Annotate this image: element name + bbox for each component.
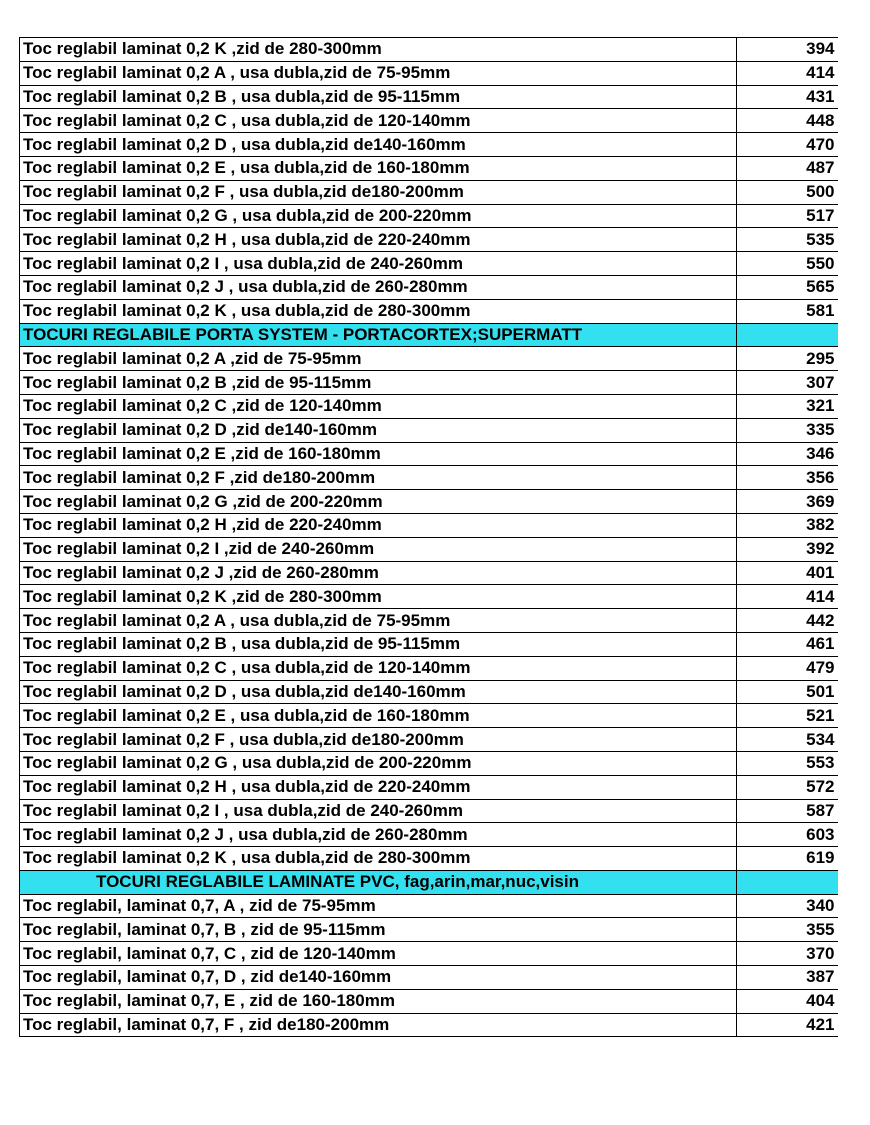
item-description: Toc reglabil laminat 0,2 K ,zid de 280-300mm: [20, 585, 737, 609]
item-price: 470: [737, 133, 838, 157]
item-description: Toc reglabil laminat 0,2 F , usa dubla,zid de180-200mm: [20, 728, 737, 752]
item-description: Toc reglabil laminat 0,2 J , usa dubla,zid de 260-280mm: [20, 823, 737, 847]
table-row: [20, 133, 838, 157]
item-price: 394: [737, 38, 838, 62]
price-list-table: [19, 37, 838, 1037]
item-description: Toc reglabil laminat 0,2 A , usa dubla,zid de 75-95mm: [20, 609, 737, 633]
item-description: Toc reglabil laminat 0,2 G , usa dubla,zid de 200-220mm: [20, 204, 737, 228]
table-row: [20, 1013, 838, 1037]
table-row: [20, 109, 838, 133]
item-price: 340: [737, 894, 838, 918]
item-price: 392: [737, 537, 838, 561]
table-row: [20, 966, 838, 990]
table-row: [20, 609, 838, 633]
table-row: [20, 894, 838, 918]
table-row: [20, 156, 838, 180]
item-description: Toc reglabil laminat 0,2 C , usa dubla,zid de 120-140mm: [20, 109, 737, 133]
item-price: 414: [737, 585, 838, 609]
item-description: Toc reglabil, laminat 0,7, F , zid de180-200mm: [20, 1013, 737, 1037]
table-row: [20, 204, 838, 228]
table-row: [20, 442, 838, 466]
table-row: [20, 585, 838, 609]
item-price: 414: [737, 61, 838, 85]
table-row: [20, 799, 838, 823]
table-row: [20, 680, 838, 704]
item-description: Toc reglabil, laminat 0,7, B , zid de 95-115mm: [20, 918, 737, 942]
table-row: [20, 918, 838, 942]
item-price: 572: [737, 775, 838, 799]
item-price: 431: [737, 85, 838, 109]
table-row: [20, 751, 838, 775]
section-title: TOCURI REGLABILE LAMINATE PVC, fag,arin,mar,nuc,visin: [20, 870, 737, 894]
item-price: 442: [737, 609, 838, 633]
table-row: [20, 275, 838, 299]
item-price: 487: [737, 156, 838, 180]
item-price: 479: [737, 656, 838, 680]
section-header-row: [20, 323, 838, 347]
table-row: [20, 728, 838, 752]
item-description: Toc reglabil laminat 0,2 C , usa dubla,zid de 120-140mm: [20, 656, 737, 680]
item-price: 335: [737, 418, 838, 442]
item-description: Toc reglabil laminat 0,2 J ,zid de 260-280mm: [20, 561, 737, 585]
item-description: Toc reglabil laminat 0,2 C ,zid de 120-140mm: [20, 394, 737, 418]
table-row: [20, 418, 838, 442]
item-price: 587: [737, 799, 838, 823]
table-row: [20, 394, 838, 418]
section-header-row: [20, 870, 838, 894]
table-row: [20, 299, 838, 323]
item-price: 448: [737, 109, 838, 133]
item-price: 356: [737, 466, 838, 490]
section-title: TOCURI REGLABILE PORTA SYSTEM - PORTACORTEX;SUPERMATT: [20, 323, 737, 347]
item-price: 534: [737, 728, 838, 752]
item-description: Toc reglabil laminat 0,2 E , usa dubla,zid de 160-180mm: [20, 156, 737, 180]
item-description: Toc reglabil laminat 0,2 H , usa dubla,zid de 220-240mm: [20, 775, 737, 799]
item-description: Toc reglabil, laminat 0,7, A , zid de 75-95mm: [20, 894, 737, 918]
item-price: 619: [737, 847, 838, 871]
item-price: 550: [737, 252, 838, 276]
table-row: [20, 347, 838, 371]
item-price: 369: [737, 490, 838, 514]
item-description: Toc reglabil laminat 0,2 D ,zid de140-160mm: [20, 418, 737, 442]
table-row: [20, 180, 838, 204]
table-row: [20, 85, 838, 109]
item-price: 355: [737, 918, 838, 942]
table-row: [20, 38, 838, 62]
item-price: 382: [737, 513, 838, 537]
item-price: 535: [737, 228, 838, 252]
item-price: 387: [737, 966, 838, 990]
table-row: [20, 942, 838, 966]
item-price: 501: [737, 680, 838, 704]
item-price: 565: [737, 275, 838, 299]
item-description: Toc reglabil laminat 0,2 F ,zid de180-200mm: [20, 466, 737, 490]
table-row: [20, 847, 838, 871]
item-description: Toc reglabil laminat 0,2 H ,zid de 220-240mm: [20, 513, 737, 537]
table-row: [20, 371, 838, 395]
table-row: [20, 513, 838, 537]
item-price: 517: [737, 204, 838, 228]
item-price: 370: [737, 942, 838, 966]
item-price: 603: [737, 823, 838, 847]
item-description: Toc reglabil laminat 0,2 K , usa dubla,zid de 280-300mm: [20, 299, 737, 323]
section-price-cell: [737, 870, 838, 894]
table-row: [20, 632, 838, 656]
table-row: [20, 823, 838, 847]
item-price: 295: [737, 347, 838, 371]
table-row: [20, 490, 838, 514]
item-description: Toc reglabil laminat 0,2 H , usa dubla,zid de 220-240mm: [20, 228, 737, 252]
item-price: 401: [737, 561, 838, 585]
table-row: [20, 775, 838, 799]
item-price: 581: [737, 299, 838, 323]
item-description: Toc reglabil laminat 0,2 K ,zid de 280-300mm: [20, 38, 737, 62]
item-price: 346: [737, 442, 838, 466]
item-price: 521: [737, 704, 838, 728]
item-price: 421: [737, 1013, 838, 1037]
item-description: Toc reglabil laminat 0,2 G ,zid de 200-220mm: [20, 490, 737, 514]
item-price: 461: [737, 632, 838, 656]
item-description: Toc reglabil, laminat 0,7, E , zid de 160-180mm: [20, 989, 737, 1013]
item-price: 321: [737, 394, 838, 418]
item-description: Toc reglabil laminat 0,2 B , usa dubla,zid de 95-115mm: [20, 632, 737, 656]
table-row: [20, 466, 838, 490]
table-row: [20, 561, 838, 585]
table-row: [20, 656, 838, 680]
item-description: Toc reglabil laminat 0,2 B , usa dubla,zid de 95-115mm: [20, 85, 737, 109]
table-row: [20, 61, 838, 85]
item-description: Toc reglabil laminat 0,2 A ,zid de 75-95mm: [20, 347, 737, 371]
item-price: 500: [737, 180, 838, 204]
item-description: Toc reglabil laminat 0,2 G , usa dubla,zid de 200-220mm: [20, 751, 737, 775]
item-price: 404: [737, 989, 838, 1013]
item-description: Toc reglabil laminat 0,2 D , usa dubla,zid de140-160mm: [20, 680, 737, 704]
table-row: [20, 989, 838, 1013]
item-description: Toc reglabil laminat 0,2 E , usa dubla,zid de 160-180mm: [20, 704, 737, 728]
item-description: Toc reglabil laminat 0,2 J , usa dubla,zid de 260-280mm: [20, 275, 737, 299]
item-description: Toc reglabil laminat 0,2 F , usa dubla,zid de180-200mm: [20, 180, 737, 204]
item-description: Toc reglabil laminat 0,2 K , usa dubla,zid de 280-300mm: [20, 847, 737, 871]
table-row: [20, 252, 838, 276]
table-row: [20, 228, 838, 252]
item-description: Toc reglabil laminat 0,2 I , usa dubla,zid de 240-260mm: [20, 252, 737, 276]
item-description: Toc reglabil laminat 0,2 I ,zid de 240-260mm: [20, 537, 737, 561]
price-list-body: [20, 38, 838, 1037]
table-row: [20, 704, 838, 728]
item-description: Toc reglabil laminat 0,2 D , usa dubla,zid de140-160mm: [20, 133, 737, 157]
item-price: 307: [737, 371, 838, 395]
item-description: Toc reglabil, laminat 0,7, C , zid de 120-140mm: [20, 942, 737, 966]
section-price-cell: [737, 323, 838, 347]
item-price: 553: [737, 751, 838, 775]
item-description: Toc reglabil laminat 0,2 I , usa dubla,zid de 240-260mm: [20, 799, 737, 823]
item-description: Toc reglabil, laminat 0,7, D , zid de140-160mm: [20, 966, 737, 990]
table-row: [20, 537, 838, 561]
item-description: Toc reglabil laminat 0,2 A , usa dubla,zid de 75-95mm: [20, 61, 737, 85]
item-description: Toc reglabil laminat 0,2 B ,zid de 95-115mm: [20, 371, 737, 395]
item-description: Toc reglabil laminat 0,2 E ,zid de 160-180mm: [20, 442, 737, 466]
